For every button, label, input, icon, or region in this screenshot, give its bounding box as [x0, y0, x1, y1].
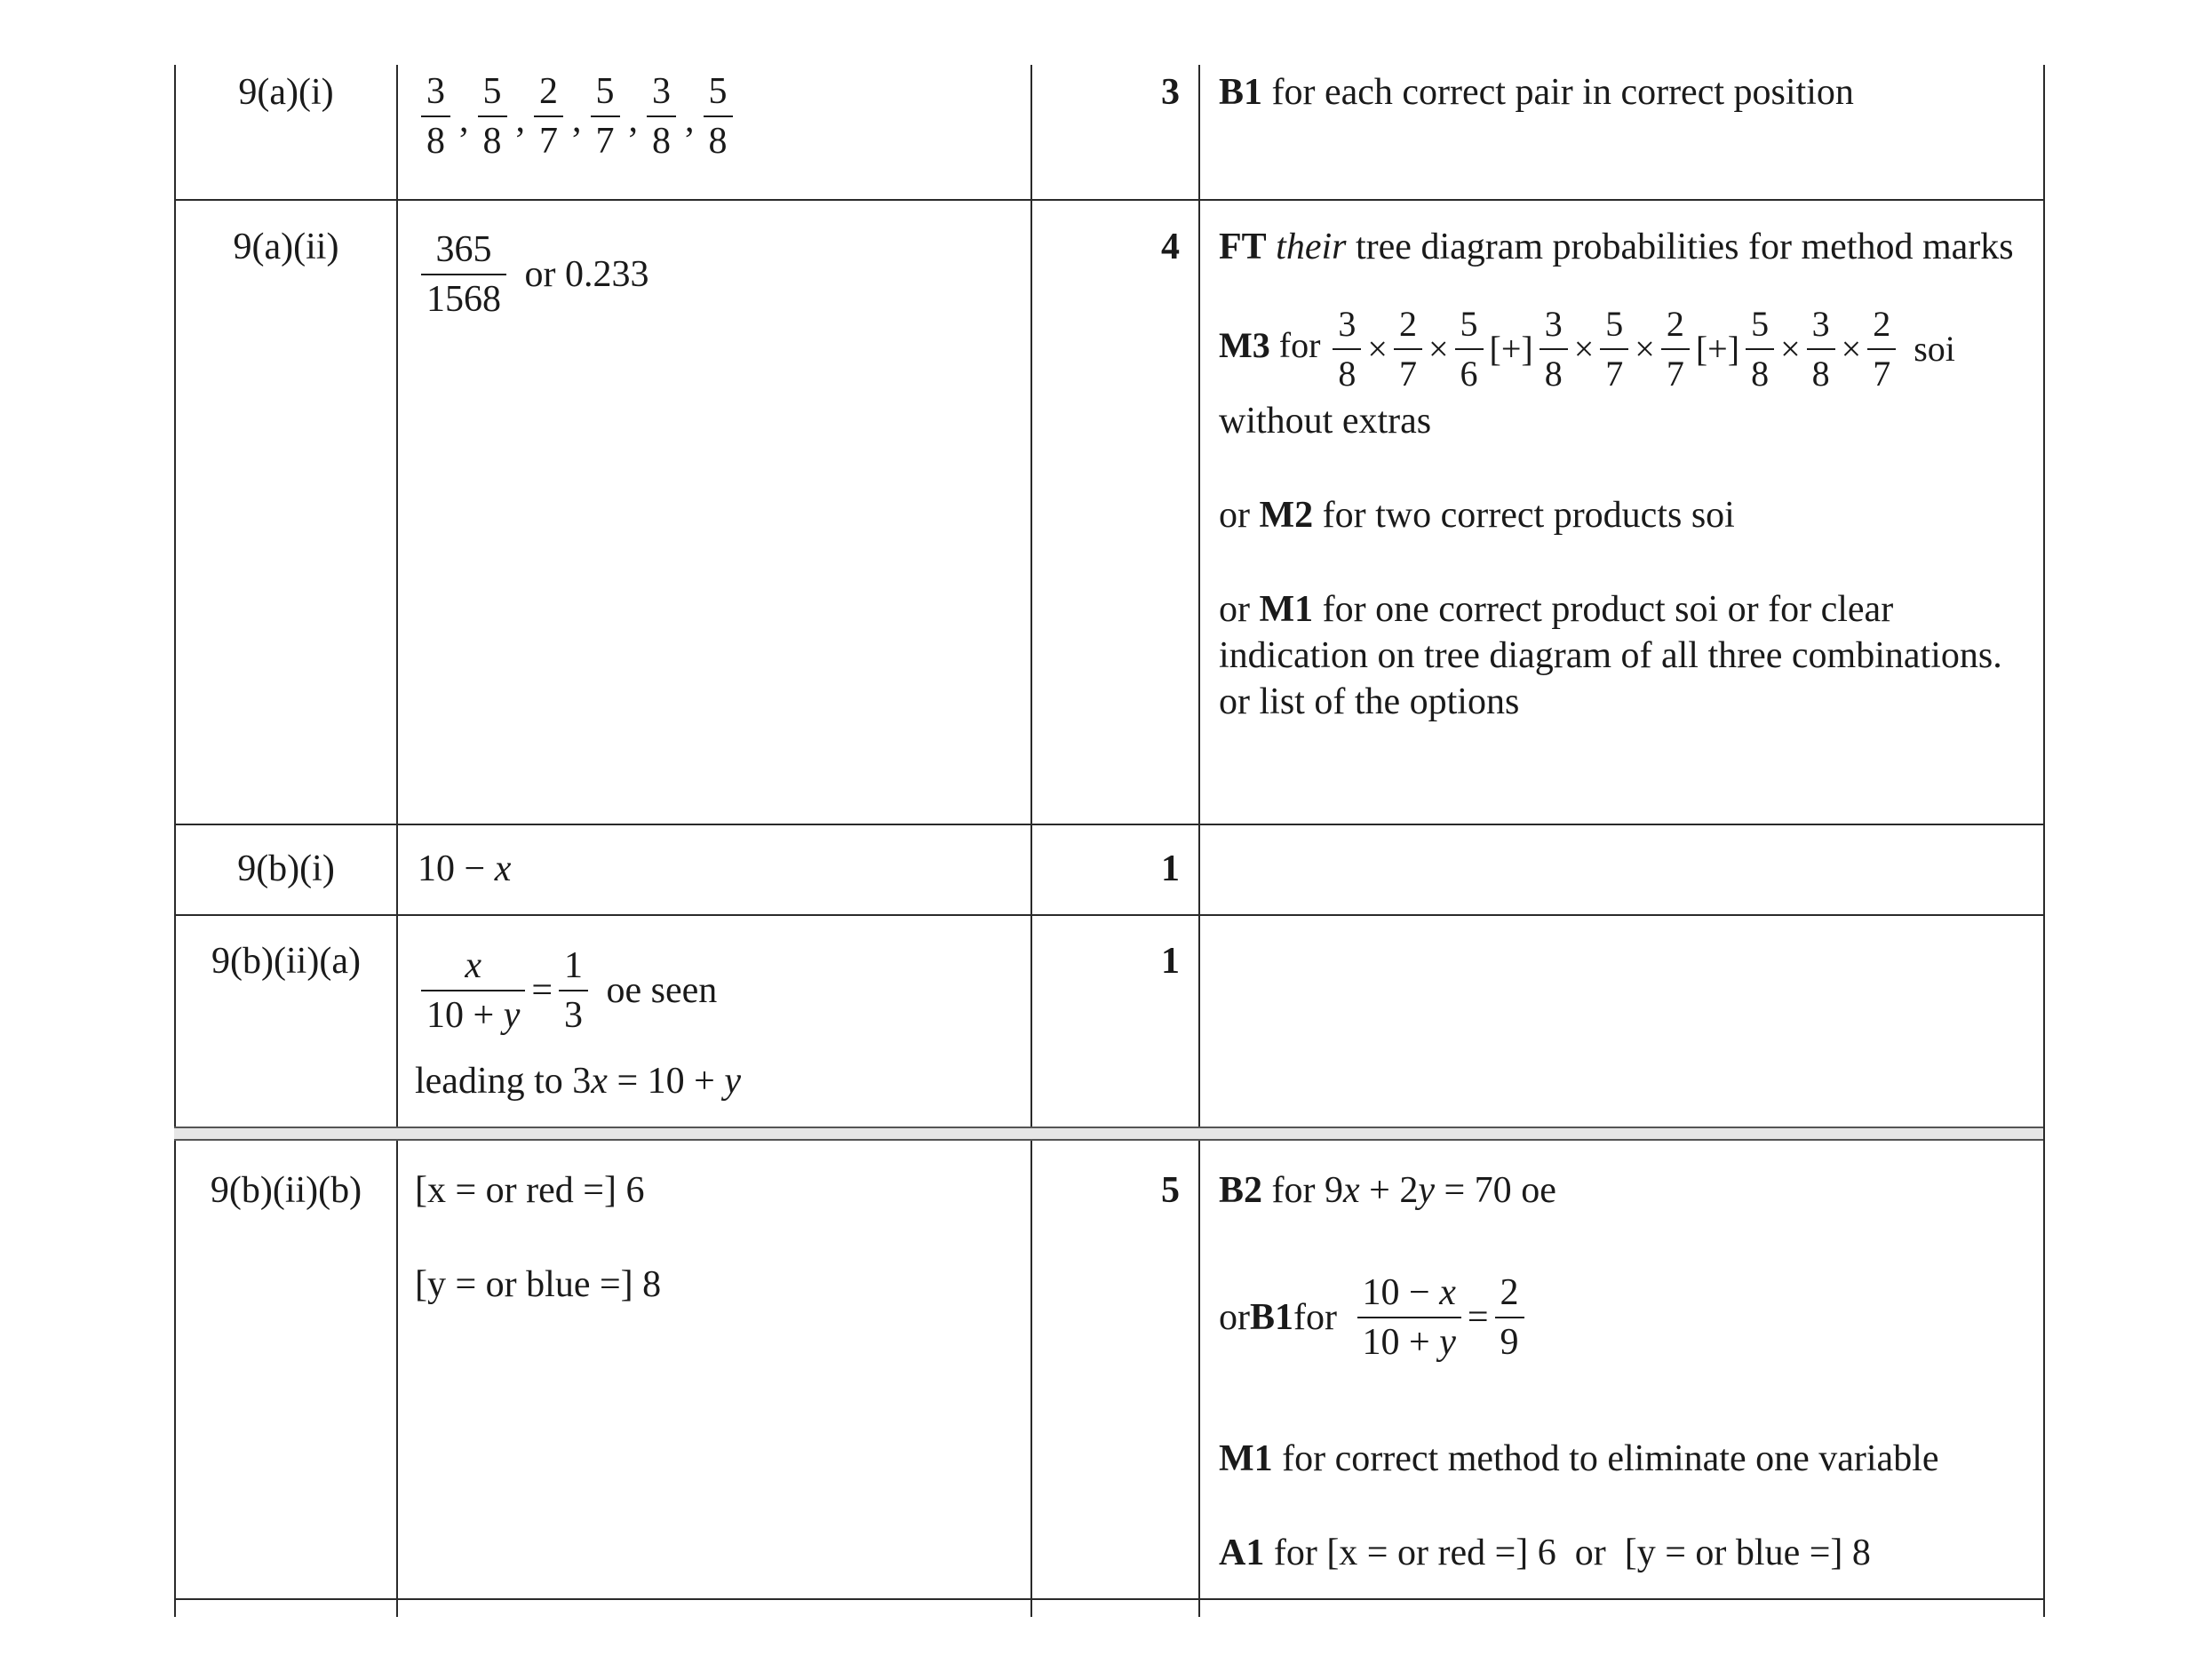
guidance-block	[1219, 224, 2032, 725]
fraction: $\frac{2}{7}$	[1867, 300, 1896, 398]
marks-value: 3	[1161, 72, 1180, 113]
fraction: $\frac{3}{8}$	[1333, 300, 1361, 398]
marks-value: 1	[1161, 941, 1180, 982]
guidance-b2: B2 for 9x + 2y = 70 oe	[1219, 1170, 1556, 1211]
column-divider	[2043, 65, 2045, 1617]
question-number: 9(b)(ii)(b)	[210, 1170, 362, 1211]
marks-value: 4	[1161, 227, 1180, 267]
row-divider	[174, 824, 2043, 825]
question-number: 9(a)(ii)	[233, 227, 339, 267]
fraction: $\frac{2}{7}$	[1394, 300, 1422, 398]
answer-leading-line: leading to 3x = 10 + y	[415, 1061, 741, 1102]
fraction: $\frac{10 - x}{10 + y}$	[1357, 1269, 1461, 1366]
answer-fraction: $\frac{365}{1568}$ or 0.233	[418, 226, 655, 323]
fraction: $\frac{5}{7}$	[591, 68, 620, 165]
question-number: 9(a)(i)	[238, 72, 334, 113]
guidance-m3-after: without extras	[1219, 401, 1432, 442]
guidance-a1: A1 for [x = or red =] 6 or [y = or blue =] 8	[1219, 1533, 1871, 1573]
table-break-band	[174, 1127, 2043, 1141]
fraction: $\frac{5}{8}$	[1746, 300, 1774, 398]
guidance-b1: orB1for $\frac{10 - x}{10 + y}$ = $\frac{2}{9}$	[1219, 1269, 1528, 1366]
fraction: $\frac{3}{8}$	[647, 68, 676, 165]
row-divider	[174, 914, 2043, 916]
fraction: $\frac{3}{8}$	[1540, 300, 1568, 398]
fraction: $\frac{5}{8}$	[704, 68, 733, 165]
question-number: 9(b)(ii)(a)	[211, 941, 361, 982]
fraction: $\frac{2}{9}$	[1495, 1269, 1524, 1366]
fraction: $\frac{5}{6}$	[1455, 300, 1484, 398]
guidance-m2: or M2 for two correct products soi	[1219, 495, 1735, 536]
guidance-m3: M3 for $\frac{3}{8}$ × $\frac{2}{7}$ × $\frac{5}{6}$ [+] $\frac{3}{8}$ × $\frac{5}{7}$ × $\frac{2}{7}$ [+] $\frac{5}{8}$ × $\frac{3}{8}$ × $\frac{2}{7}$ soi	[1219, 300, 2032, 398]
fraction: $\frac{2}{7}$	[534, 68, 563, 165]
column-divider	[1030, 65, 1032, 1617]
marks-value: 5	[1161, 1170, 1180, 1211]
answer-expression: 10 − x	[418, 848, 512, 889]
guidance-m1: or M1 for one correct product soi or for clear indication on tree diagram of all three combinations. or list of the options	[1219, 589, 2002, 722]
answer-line: [y = or blue =] 8	[415, 1264, 662, 1305]
row-divider	[174, 199, 2043, 201]
fraction: $\frac{3}{8}$	[1807, 300, 1835, 398]
fraction: $\frac{5}{8}$	[478, 68, 507, 165]
fraction: $\frac{365}{1568}$	[421, 226, 506, 323]
fraction: $\frac{1}{3}$	[559, 942, 588, 1039]
fraction: $\frac{x}{10 + y}$	[421, 942, 525, 1039]
guidance-ft: FT their tree diagram probabilities for method marks	[1219, 227, 2014, 267]
row-divider	[174, 1598, 2043, 1600]
fraction: $\frac{2}{7}$	[1661, 300, 1690, 398]
column-divider	[1198, 65, 1200, 1617]
guidance-text: B1 for each correct pair in correct position	[1219, 72, 1854, 113]
answer-equation: $\frac{x}{10 + y}$ = $\frac{1}{3}$ oe seen	[418, 942, 722, 1039]
guidance-m1: M1 for correct method to eliminate one variable	[1219, 1438, 1939, 1479]
question-number: 9(b)(i)	[237, 848, 335, 889]
answer-line: [x = or red =] 6	[415, 1170, 645, 1211]
column-divider	[174, 65, 176, 1617]
fraction: $\frac{5}{7}$	[1600, 300, 1628, 398]
marks-value: 1	[1161, 848, 1180, 889]
answer-fraction-list: $\frac{3}{8}$ , $\frac{5}{8}$ , $\frac{2}{7}$ , $\frac{5}{7}$ , $\frac{3}{8}$ , $\frac{5}{8}$	[418, 68, 736, 165]
fraction: $\frac{3}{8}$	[421, 68, 450, 165]
column-divider	[396, 65, 398, 1617]
